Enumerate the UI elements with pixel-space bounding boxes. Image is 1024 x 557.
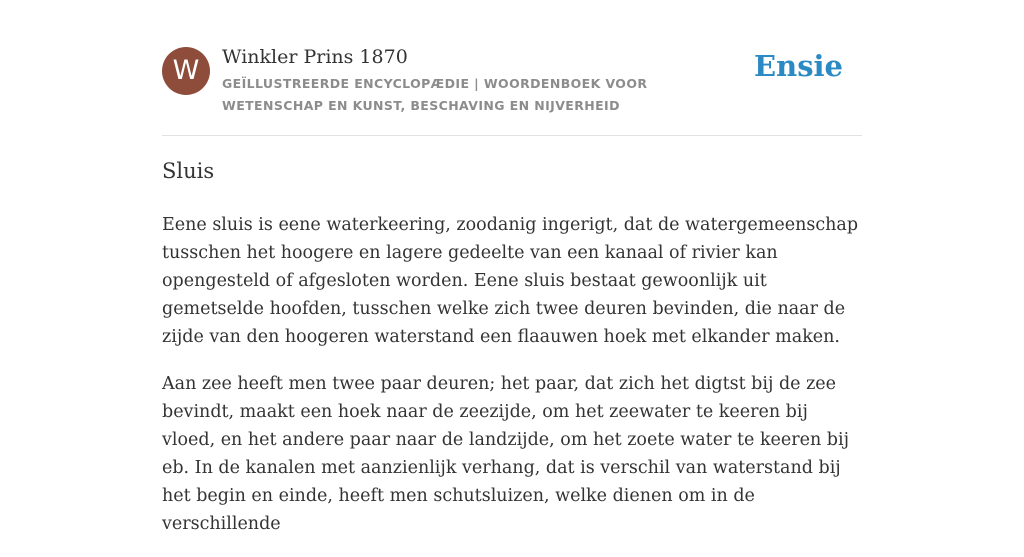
source-avatar[interactable]: W [162, 47, 210, 95]
source-title[interactable]: Winkler Prins 1870 [222, 46, 408, 68]
article-paragraph: Aan zee heeft men twee paar deuren; het paar, dat zich het digtst bij de zee bevindt, maakt een hoek naar de zeezijde, om het zeewater te keeren bij vloed, en het andere paar naar de landzijde, om het zoete water te keeren bij eb. In de kanalen met aanzienlijk verhang, dat is verschil van waterstand bij het begin en einde, heeft men schutsluizen, welke dienen om in de verschillende [162, 374, 850, 534]
source-subtitle: GEÏLLUSTREERDE ENCYCLOPÆDIE | WOORDENBOEK VOOR WETENSCHAP EN KUNST, BESCHAVING EN NIJVERHEID [222, 76, 648, 113]
article-paragraph: Eene sluis is eene waterkeering, zoodanig ingerigt, dat de watergemeenschap tusschen het hoogere en lagere gedeelte van een kanaal of rivier kan opengesteld of afgesloten worden. Eene sluis bestaat gewoonlijk uit gemetselde hoofden, tusschen welke zich twee deuren bevinden, die naar de zijde van den hoogeren waterstand een flaauwen hoek met elkander maken. [162, 215, 859, 347]
ensie-logo-link[interactable]: Ensie [754, 49, 843, 83]
source-header [162, 44, 862, 136]
article-title: Sluis [162, 159, 215, 183]
article-body [162, 211, 866, 557]
